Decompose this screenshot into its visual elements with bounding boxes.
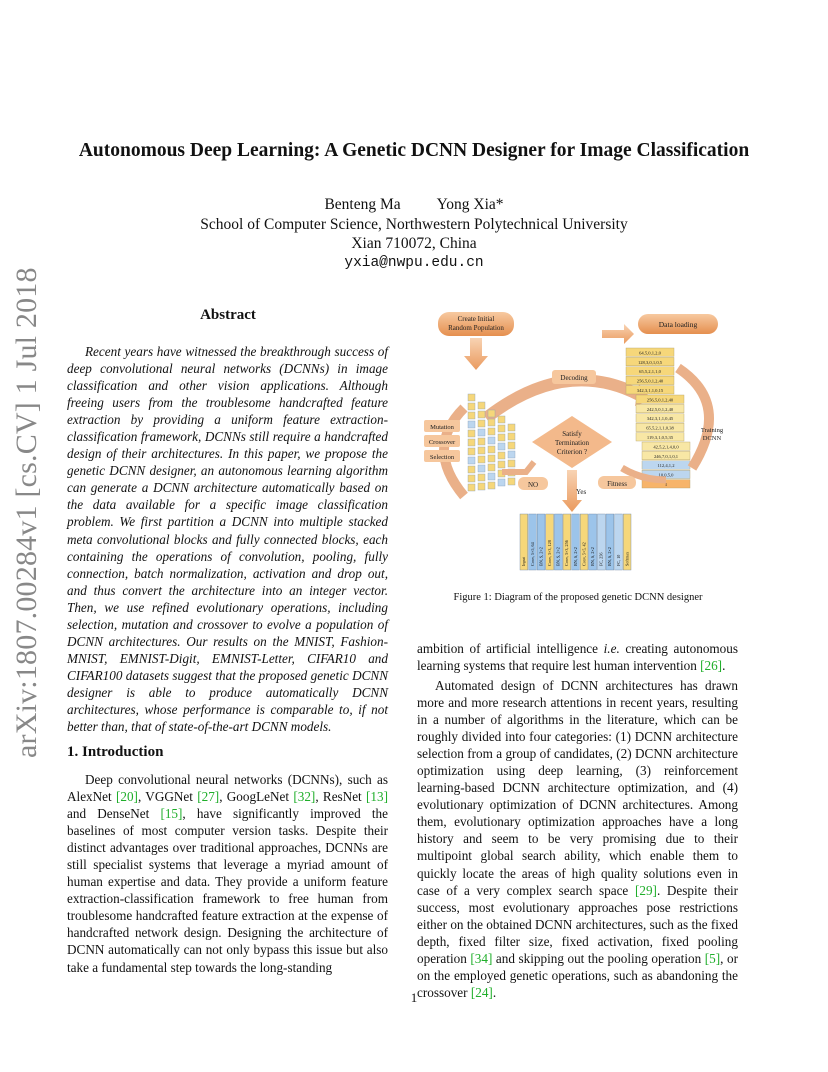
population-individual: [468, 421, 475, 428]
encoded-gene-label: 65,5,2,1,1,0,38: [646, 425, 674, 431]
population-individual: [468, 439, 475, 446]
svg-text:Mutation: Mutation: [430, 424, 454, 431]
citation-link[interactable]: [27]: [197, 789, 220, 805]
population-individual: [498, 443, 505, 450]
network-layer-label: FC, 10: [615, 554, 621, 566]
population-individual: [488, 455, 495, 462]
citation-link[interactable]: [15]: [160, 806, 183, 822]
network-layer-label: FC, 256: [598, 552, 604, 566]
population-individual: [468, 475, 475, 482]
data-arrow: [602, 324, 634, 344]
encoded-gene-label: 128,3,0,1,0,5: [637, 359, 663, 365]
network-layer-label: BN, S, 2×2: [607, 547, 613, 566]
arxiv-identifier: arXiv:1807.00284v1 [cs.CV] 1 Jul 2018: [10, 267, 43, 758]
svg-text:Termination: Termination: [554, 439, 590, 447]
affiliation: School of Computer Science, Northwestern Polytechnical University: [200, 216, 628, 233]
population-individual: [468, 484, 475, 491]
network-layer-label: Conv, 5×5, 64: [529, 542, 535, 566]
network-layer-label: Conv, 3×3, 256: [564, 540, 570, 566]
intro-paragraph: Deep convolutional neural networks (DCNNs), such as AlexNet [20], VGGNet [27], GoogLeNet [32], ResNet [13] and DenseNet [15], have significantly improved the baselines of most computer version tasks. Despite their distinct advantages over traditional approaches, DCNNs are still specialist systems that leverage a myriad amount of human expertise and data. They provide a uniform feature extraction-classification framework to free human from troublesome handcrafted feature extraction at the expense of handcrafted network design. Designing the architecture of DCNN automatically can not only bypass this issue but also take a fundamental step towards the long-standing: [67, 772, 388, 975]
encoded-gene-label: 119,3,1,0,5,35: [646, 435, 674, 440]
paper-title: Autonomous Deep Learning: A Genetic DCNN Designer for Image Classification: [78, 140, 750, 161]
abstract-body: Recent years have witnessed the breakthrough success of deep convolutional neural networks (DCNNs) in image classification and other vision applications. Although freeing users from the troublesome handcrafted feature extraction by providing a uniform feature extraction-classification framework, DCNNs still require a handcrafted design of their architectures. In this paper, we propose the genetic DCNN designer, an autonomous learning algorithm can generate a DCNN architecture automatically based on the data available for a specific image classification problem. We first partition a DCNN into multiple stacked meta convolutional blocks and fully connected blocks, each containing the operations of convolution, pooling, fully connection, batch normalization, activation and drop out, and thus convert the architecture into an integer vector. Then, we use refined evolutionary operations, including selection, mutation and crossover to evolve a population of DCNN architectures. Our results on the MNIST, Fashion-MNIST, EMNIST-Digit, EMNIST-Letter, CIFAR10 and CIFAR100 datasets suggest that the proposed genetic DCNN designer is able to produce automatically DCNN architectures, whose performance is comparable to, if not better than, that of state-of-the-art DCNN models.: [67, 344, 388, 735]
citation-link[interactable]: [5]: [704, 950, 721, 966]
population-individual: [508, 433, 515, 440]
svg-text:DCNN: DCNN: [702, 435, 722, 442]
svg-text:Create Initial: Create Initial: [457, 315, 495, 323]
no-arrow: [502, 462, 534, 472]
population-individual: [498, 434, 505, 441]
network-layer-label: BN, S, 2×2: [572, 547, 578, 566]
population-individual: [478, 420, 485, 427]
abstract-heading: Abstract: [200, 307, 256, 323]
population-individual: [478, 474, 485, 481]
svg-text:Yes: Yes: [576, 488, 587, 496]
author-list: [40, 196, 788, 214]
encoded-gene-label: 65,5,2,1,1,0: [639, 369, 661, 375]
email[interactable]: yxia@nwpu.edu.cn: [344, 255, 484, 271]
svg-text:Data loading: Data loading: [658, 320, 698, 329]
intro-paragraph: Automated design of DCNN architectures has drawn more and more research attentions in recent years, resulting in a number of algorithms in the literature, which can be roughly divided into four categories: (1) DCNN architecture selection from a group of candidates, (2) DCNN architecture optimization using deep learning, (3) reinforcement learning-based DCNN architecture optimization, and (4) evolutionary optimization of DCNN architectures. Among them, evolutionary optimization approaches have a long history and seem to be very promising due to their multipoint global search ability, which enable them to quickly locate the areas of high quality solutions even in case of a very complex search space [29]. Despite their success, most evolutionary approaches pose restrictions either on the obtained DCNN architectures, such as the fixed depth, fixed filter size, fixed activation, fixed pooling operation [34] and skipping out the pooling operation [5], or on the employed genetic operations, such as abandoning the crossover [24].: [417, 678, 739, 1000]
citation-link[interactable]: [13]: [366, 789, 388, 805]
encoded-gene-label: 246,7,0,1,0,1: [653, 453, 679, 459]
section-heading: 1. Introduction: [67, 744, 164, 760]
decoding-arc: [486, 380, 641, 418]
population-individual: [498, 461, 505, 468]
network-layer-label: BN, S, 2×2: [590, 547, 595, 566]
encoded-gene-label: 64,5,0,1,2,0: [639, 350, 661, 356]
population-individual: [498, 479, 505, 486]
intro-paragraph-continued: ambition of artificial intelligence i.e. creating autonomous learning systems that require lest human intervention [26].: [417, 641, 738, 674]
population-individual: [498, 425, 505, 432]
population-individual: [468, 430, 475, 437]
population-individual: [468, 466, 475, 473]
encoded-gene-label: 342,3,1,1,0,45: [646, 416, 674, 422]
svg-text:Training: Training: [700, 427, 724, 434]
figure-diagram: [416, 308, 740, 590]
city: Xian 710072, China: [351, 235, 477, 252]
population-individual: [498, 452, 505, 459]
citation-link[interactable]: [29]: [634, 882, 657, 898]
encoded-gene-label: 256,5,0,1,2,40: [646, 397, 674, 403]
decoded-network-layers: [520, 514, 631, 570]
population-individual: [468, 457, 475, 464]
population-individual: [488, 437, 495, 444]
population-individual: [468, 412, 475, 419]
population-individual: [508, 424, 515, 431]
citation-link[interactable]: [32]: [293, 789, 316, 805]
svg-text:Fitness: Fitness: [607, 480, 627, 488]
population-individual: [498, 416, 505, 423]
citation-link[interactable]: [20]: [115, 789, 138, 805]
population-individual: [488, 473, 495, 480]
page-number: 1: [410, 990, 418, 1005]
population-individual: [478, 429, 485, 436]
population-individual: [478, 411, 485, 418]
svg-text:Criterion ?: Criterion ?: [556, 448, 588, 456]
population-individual: [478, 483, 485, 490]
encoded-gene-label: 242,5,0,1,2,40: [646, 406, 674, 412]
svg-text:Random Population: Random Population: [448, 324, 504, 332]
population-individual: [468, 448, 475, 455]
citation-link[interactable]: [24]: [470, 984, 493, 1000]
population-individual: [508, 451, 515, 458]
svg-text:Crossover: Crossover: [428, 439, 456, 446]
population-individual: [478, 465, 485, 472]
svg-text:Decoding: Decoding: [560, 374, 588, 382]
citation-link[interactable]: [26]: [700, 658, 723, 674]
svg-text:Satisfy: Satisfy: [562, 430, 582, 438]
author-name: Benteng Ma: [324, 196, 401, 213]
encoded-gene-label: 10,0,5,0: [658, 472, 674, 478]
population-individual: [468, 403, 475, 410]
population-individual: [478, 456, 485, 463]
encoded-gene-label: 342,3,1,1,0,15: [636, 388, 664, 393]
network-layer-label: Conv, 5×5, 42: [581, 542, 587, 566]
network-layer-label: Input: [521, 557, 527, 566]
encoded-gene-label: 256,5,0,1,2,40: [636, 378, 664, 384]
figure-caption: Figure 1: Diagram of the proposed genetic DCNN designer: [453, 592, 703, 603]
author-name: Yong Xia*: [436, 196, 504, 213]
population-individual: [488, 482, 495, 489]
population-individual: [508, 442, 515, 449]
population-individual: [508, 460, 515, 467]
population-individual: [468, 394, 475, 401]
network-layer-label: BN, S, 2×2: [538, 547, 544, 566]
network-layer-label: BN, S, 2×2: [555, 547, 561, 566]
down-arrow: [464, 338, 488, 370]
network-layer-label: Conv, 3×3, 128: [547, 540, 552, 566]
encoded-gene-label: 112,4,1,2: [657, 463, 675, 469]
population-individual: [488, 410, 495, 417]
encoded-gene-label: 1: [664, 482, 668, 487]
population-individual: [508, 478, 515, 485]
population-individual: [478, 402, 485, 409]
encoded-gene-label: 42,5,2,1,4,0,0: [653, 444, 679, 450]
network-layer-label: Softmax: [624, 551, 630, 566]
population-individual: [488, 419, 495, 426]
population-individual: [478, 438, 485, 445]
population-individual: [488, 428, 495, 435]
population-individual: [488, 446, 495, 453]
citation-link[interactable]: [34]: [470, 950, 493, 966]
population-individual: [478, 447, 485, 454]
svg-text:Selection: Selection: [429, 454, 455, 461]
population-individual: [488, 464, 495, 471]
svg-text:NO: NO: [527, 481, 539, 489]
